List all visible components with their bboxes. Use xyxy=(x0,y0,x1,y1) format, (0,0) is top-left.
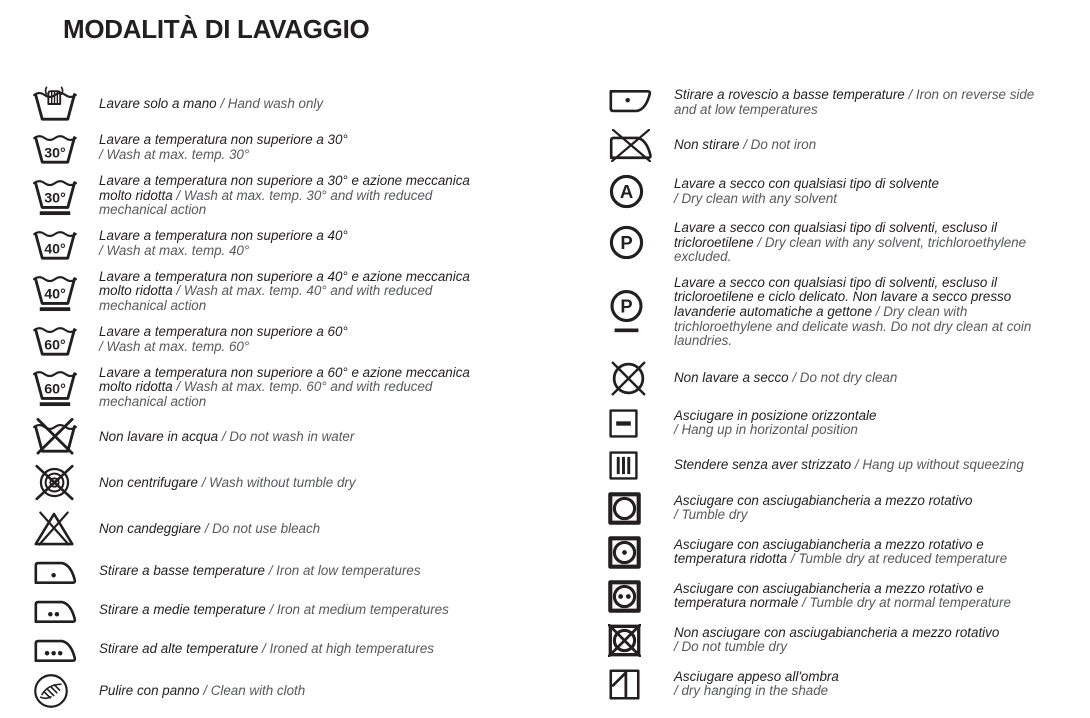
care-symbol-row xyxy=(608,173,1054,210)
svg-text:30°: 30° xyxy=(44,145,66,162)
care-symbol-row xyxy=(33,418,485,455)
label-english: / Wash at max. temp. 40° xyxy=(99,242,250,258)
no-dry-clean-icon xyxy=(608,360,674,397)
label-english: / dry hanging in the shade xyxy=(674,683,829,699)
label-italian: Lavare a temperatura non superiore a 60° e azione meccanica molto ridotta xyxy=(99,364,470,395)
label-italian: Lavare a secco con qualsiasi tipo di solventi, escluso il tricloroetilene e ciclo delicato. Non lavare a secco presso lavanderie automatiche a gettone xyxy=(674,274,1012,319)
care-symbol-row xyxy=(608,450,1054,481)
svg-text:P: P xyxy=(620,295,633,317)
care-symbol-description xyxy=(674,409,876,438)
care-symbol-row xyxy=(608,360,1054,397)
care-symbol-description xyxy=(674,458,1024,473)
care-symbol-description xyxy=(99,476,356,491)
label-english: / Iron at low temperatures xyxy=(268,563,421,579)
label-english: / Tumble dry xyxy=(674,507,748,523)
tumble-dry-normal-icon xyxy=(608,580,674,613)
care-symbol-row xyxy=(33,511,485,547)
wash-40-reduced-icon xyxy=(33,272,99,312)
dry-clean-p-icon xyxy=(608,224,674,261)
clean-cloth-icon xyxy=(33,673,99,709)
iron-reverse-icon xyxy=(608,88,674,118)
label-italian: Non lavare a secco xyxy=(674,369,789,385)
no-tumble-dry-icon xyxy=(608,624,674,657)
wash-40-icon xyxy=(33,227,99,261)
label-italian: Stirare a medie temperature xyxy=(99,602,266,618)
label-english: / Clean with cloth xyxy=(203,683,306,699)
label-italian: Asciugare con asciugabiancheria a mezzo rotativo e temperatura normale xyxy=(674,580,984,611)
svg-text:P: P xyxy=(620,232,633,254)
label-english: / Dry clean with any solvent, trichloroethylene excluded. xyxy=(674,234,1027,265)
care-symbol-row xyxy=(33,595,485,625)
dry-shade-icon xyxy=(608,668,674,701)
care-symbol-description xyxy=(99,270,485,314)
drip-dry-icon xyxy=(608,450,674,481)
care-symbol-row xyxy=(33,634,485,664)
label-italian: Lavare a temperatura non superiore a 60° xyxy=(99,323,348,339)
label-english: / Wash at max. temp. 60° and with reduced mechanical action xyxy=(99,379,433,409)
label-english: / Hand wash only xyxy=(220,95,324,111)
label-italian: Non candeggiare xyxy=(99,521,201,537)
care-symbol-row xyxy=(608,624,1054,657)
label-english: / Tumble dry at normal temperature xyxy=(802,595,1011,611)
care-symbol-description xyxy=(99,366,485,410)
label-italian: Non asciugare con asciugabiancheria a mezzo rotativo xyxy=(674,624,1000,640)
dry-clean-any-solvent-icon xyxy=(608,173,674,210)
no-wash-icon xyxy=(33,418,99,455)
wash-30-reduced-icon xyxy=(33,176,99,216)
label-english: / Do not tumble dry xyxy=(674,639,788,655)
care-symbol-row xyxy=(608,668,1054,701)
label-italian: Asciugare con asciugabiancheria a mezzo rotativo xyxy=(674,492,973,508)
care-symbol-row xyxy=(33,270,485,314)
iron-low-icon xyxy=(33,556,99,586)
label-english: / Wash without tumble dry xyxy=(201,475,356,491)
care-symbol-row xyxy=(33,227,485,261)
svg-text:A: A xyxy=(619,180,634,202)
care-symbol-description xyxy=(99,325,348,354)
label-english: / Hang up in horizontal position xyxy=(674,422,858,438)
care-symbol-description xyxy=(674,670,839,699)
care-symbol-description xyxy=(674,538,1054,567)
label-italian: Lavare a temperatura non superiore a 40° xyxy=(99,228,348,244)
label-italian: Asciugare con asciugabiancheria a mezzo rotativo e temperatura ridotta xyxy=(674,536,984,567)
care-symbol-description xyxy=(674,494,972,523)
label-english: / Do not wash in water xyxy=(221,428,355,444)
label-italian: Asciugare appeso all'ombra xyxy=(674,668,839,684)
care-symbol-description xyxy=(99,229,348,258)
care-symbol-description xyxy=(674,177,939,206)
dry-flat-icon xyxy=(608,408,674,439)
left-column xyxy=(33,86,485,718)
care-symbol-row xyxy=(608,580,1054,613)
care-symbol-row xyxy=(33,366,485,410)
care-symbol-description xyxy=(99,430,354,445)
wash-60-reduced-icon xyxy=(33,367,99,407)
no-iron-icon xyxy=(608,129,674,162)
svg-text:40°: 40° xyxy=(44,241,66,258)
label-english: / Iron on reverse side and at low temperatures xyxy=(674,87,1035,117)
label-english: / Dry clean with trichloroethylene and delicate wash. Do not dry clean at coin laundries. xyxy=(674,303,1032,349)
care-symbol-row xyxy=(608,492,1054,525)
care-symbol-description xyxy=(674,582,1054,611)
label-italian: Lavare solo a mano xyxy=(99,95,217,111)
care-symbol-description xyxy=(674,88,1054,117)
care-symbol-description xyxy=(99,564,421,579)
care-symbol-description xyxy=(674,221,1054,265)
label-english: / Wash at max. temp. 30° and with reduced mechanical action xyxy=(99,187,433,218)
care-symbol-row xyxy=(33,174,485,218)
label-italian: Pulire con panno xyxy=(99,683,200,699)
iron-medium-icon xyxy=(33,595,99,625)
wash-30-icon xyxy=(33,131,99,165)
label-italian: Stirare ad alte temperature xyxy=(99,641,259,657)
svg-text:40°: 40° xyxy=(44,286,66,303)
label-italian: Stirare a rovescio a basse temperature xyxy=(674,87,905,103)
label-english: / Wash at max. temp. 60° xyxy=(99,338,250,354)
care-symbol-row xyxy=(33,556,485,586)
care-symbol-row xyxy=(33,131,485,165)
label-italian: Non lavare in acqua xyxy=(99,428,219,444)
care-symbol-row xyxy=(608,276,1054,349)
label-english: / Iron at medium temperatures xyxy=(269,602,449,618)
label-italian: Lavare a secco con qualsiasi tipo di solvente xyxy=(674,175,939,191)
page-title: MODALITÀ DI LAVAGGIO xyxy=(63,14,370,44)
care-symbol-row xyxy=(608,408,1054,439)
label-italian: Lavare a temperatura non superiore a 30° xyxy=(99,132,348,148)
no-bleach-icon xyxy=(33,511,99,547)
care-symbol-row xyxy=(608,88,1054,118)
care-symbol-row xyxy=(608,221,1054,265)
label-italian: Asciugare in posizione orizzontale xyxy=(674,407,877,423)
wash-60-icon xyxy=(33,323,99,357)
label-italian: Lavare a temperatura non superiore a 30° e azione meccanica molto ridotta xyxy=(99,173,470,203)
svg-text:30°: 30° xyxy=(44,190,66,207)
care-symbol-row xyxy=(33,86,485,122)
label-italian: Lavare a secco con qualsiasi tipo di solventi, escluso il tricloroetilene xyxy=(674,220,998,250)
care-symbol-description xyxy=(674,626,999,655)
iron-high-icon xyxy=(33,634,99,664)
tumble-dry-reduced-icon xyxy=(608,536,674,569)
label-english: / Do not use bleach xyxy=(204,521,321,537)
label-english: / Ironed at high temperatures xyxy=(262,641,434,657)
care-symbol-row xyxy=(608,129,1054,162)
care-symbol-row xyxy=(33,464,485,502)
label-italian: Non centrifugare xyxy=(99,475,198,491)
right-column xyxy=(608,88,1054,712)
care-symbol-description xyxy=(99,174,485,218)
svg-text:60°: 60° xyxy=(44,382,66,399)
tumble-dry-icon xyxy=(608,492,674,525)
label-english: / Do not iron xyxy=(743,137,817,153)
label-english: / Do not dry clean xyxy=(792,369,898,385)
care-symbol-description xyxy=(99,603,449,618)
label-italian: Stirare a basse temperature xyxy=(99,563,265,579)
care-symbol-description xyxy=(674,276,1054,349)
care-symbol-description xyxy=(99,522,320,537)
hand-wash-icon xyxy=(33,86,99,122)
label-english: / Wash at max. temp. 40° and with reduced mechanical action xyxy=(99,283,433,313)
care-symbol-description xyxy=(674,138,816,153)
label-italian: Lavare a temperatura non superiore a 40° e azione meccanica molto ridotta xyxy=(99,268,470,299)
care-symbol-row xyxy=(608,536,1054,569)
label-english: / Tumble dry at reduced temperature xyxy=(790,551,1008,567)
svg-text:60°: 60° xyxy=(44,337,66,354)
label-english: / Dry clean with any solvent xyxy=(674,190,837,206)
care-symbol-description xyxy=(99,133,348,162)
label-english: / Wash at max. temp. 30° xyxy=(99,147,250,162)
care-symbol-description xyxy=(99,642,434,657)
label-english: / Hang up without squeezing xyxy=(854,456,1024,472)
label-italian: Non stirare xyxy=(674,137,740,153)
care-symbol-description xyxy=(99,684,305,699)
care-symbol-row xyxy=(33,323,485,357)
dry-clean-p-delicate-icon xyxy=(608,290,674,334)
care-symbol-row xyxy=(33,673,485,709)
care-symbol-description xyxy=(99,97,323,112)
no-spin-icon xyxy=(33,464,99,502)
care-symbol-description xyxy=(674,371,897,386)
label-italian: Stendere senza aver strizzato xyxy=(674,456,852,472)
